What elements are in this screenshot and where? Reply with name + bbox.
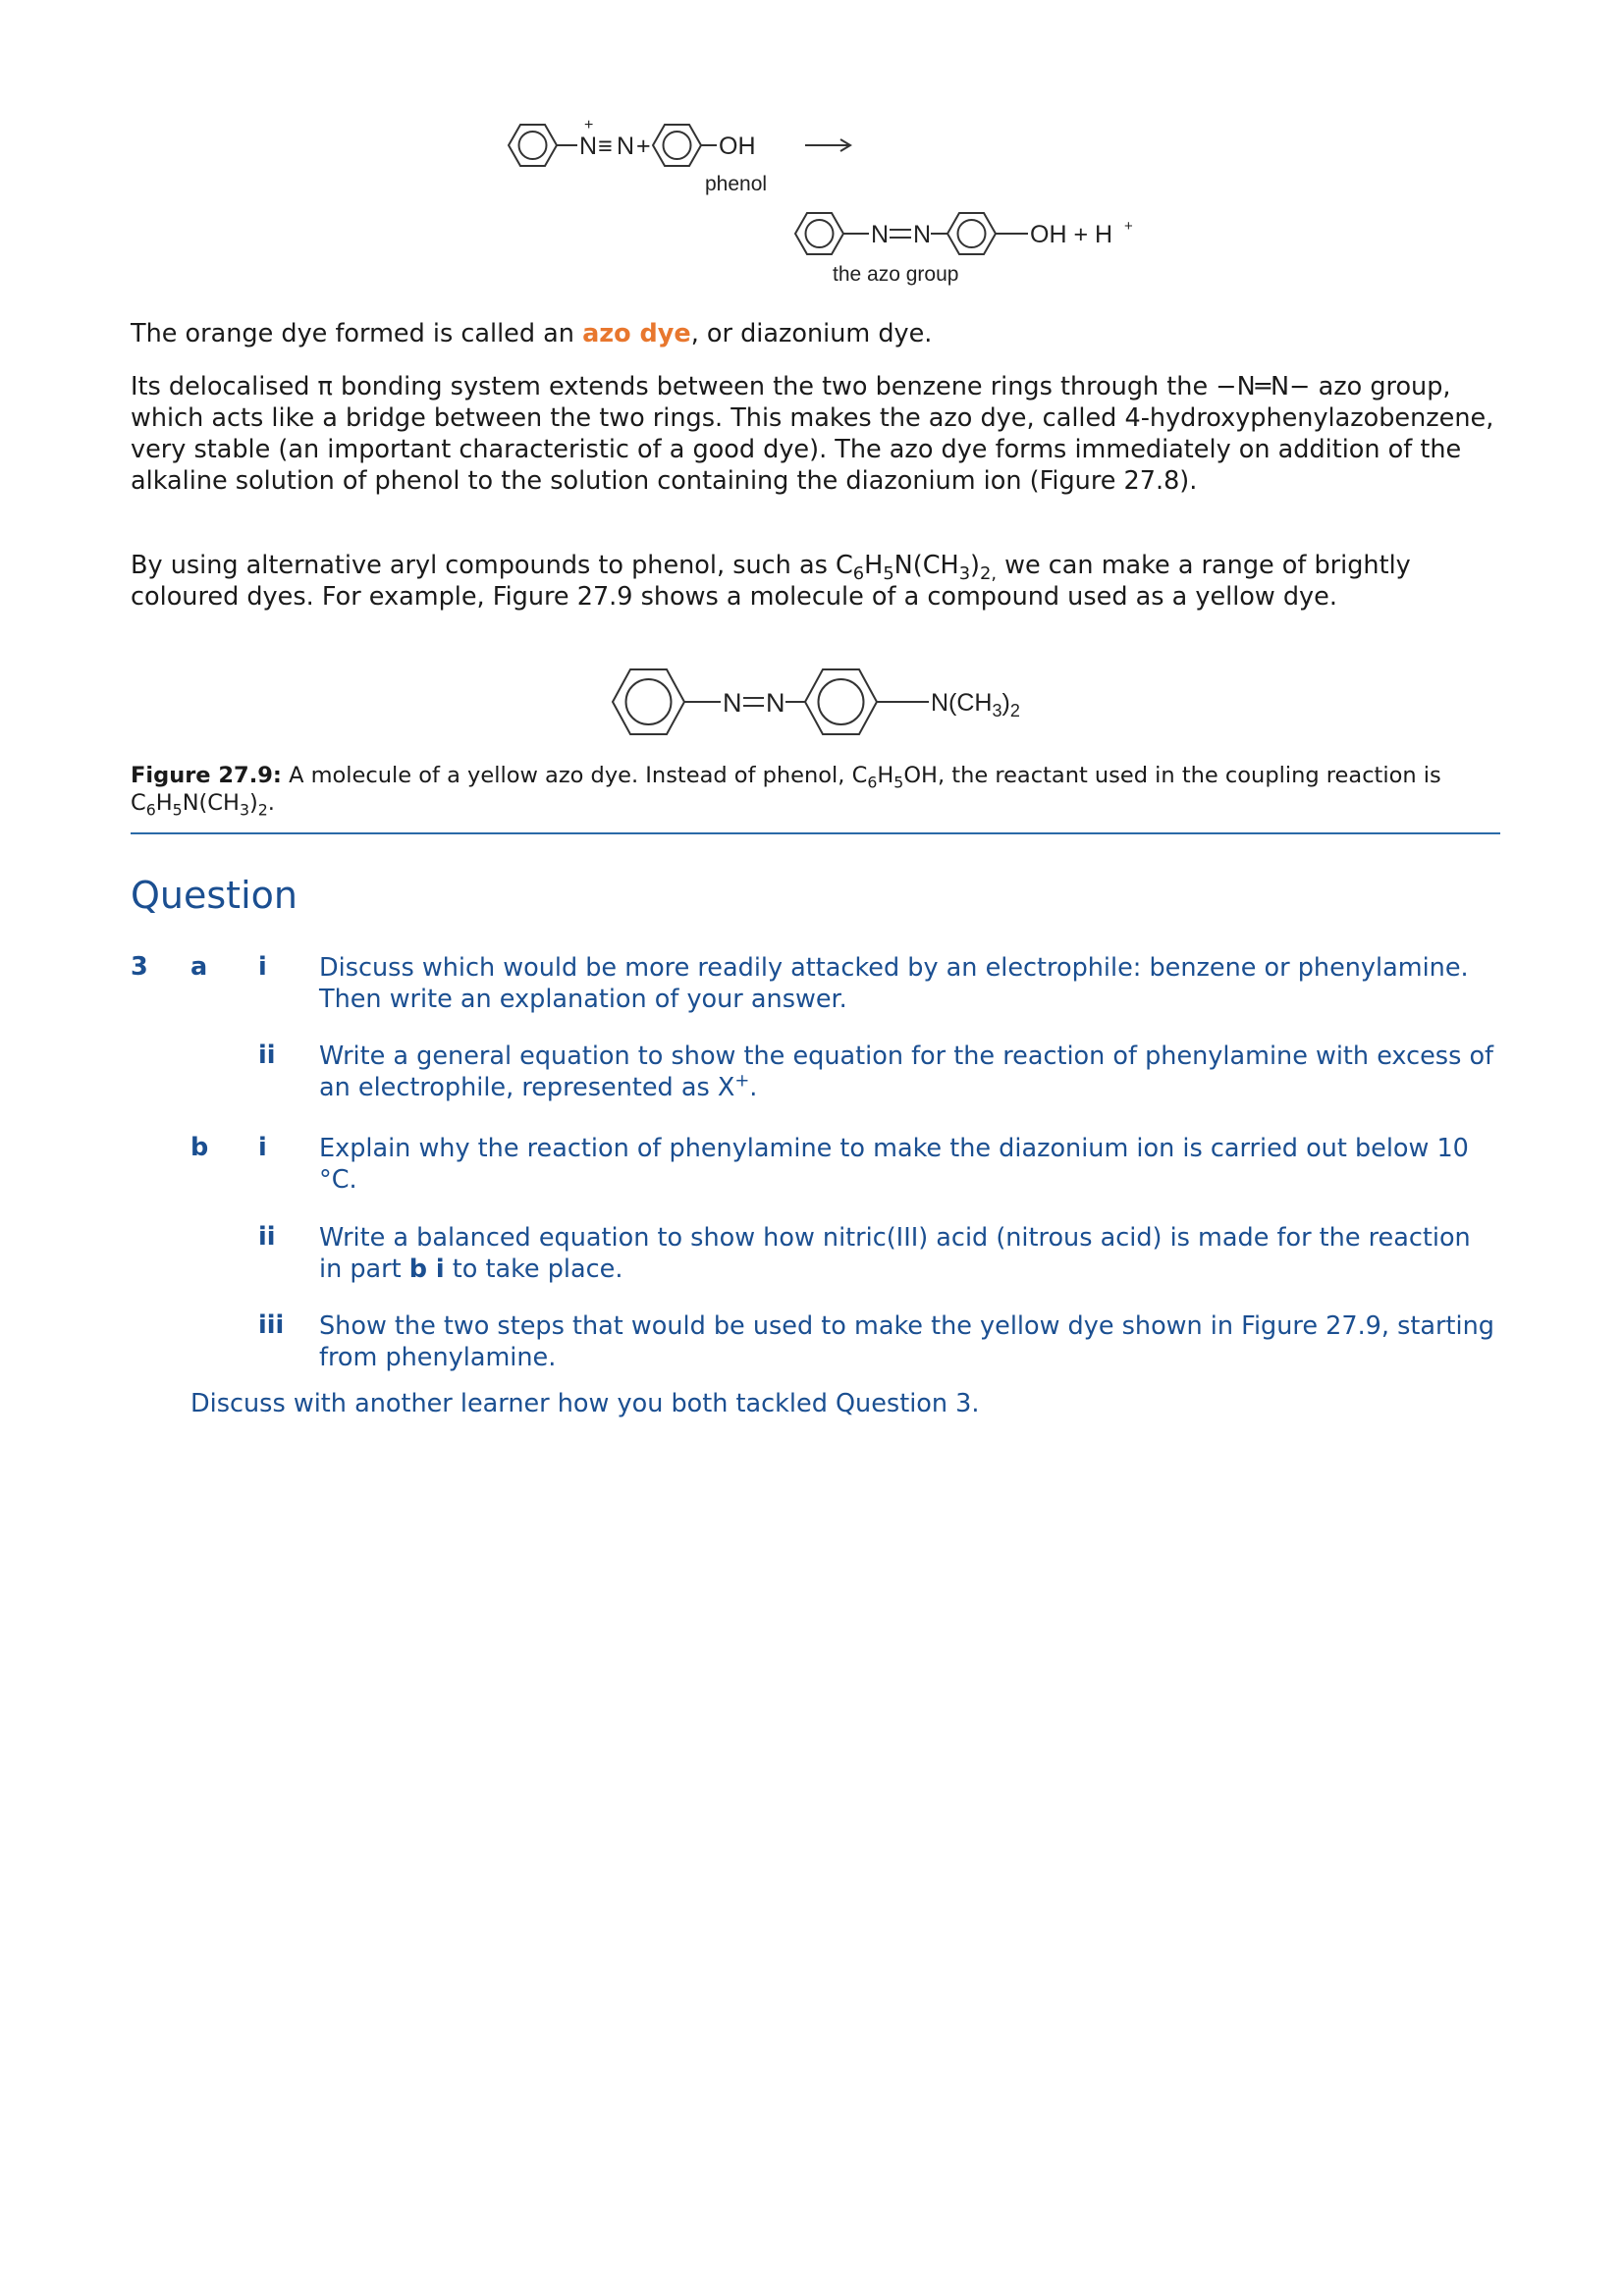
text: OH, the reactant used in the coupling reaction is C xyxy=(131,763,1441,816)
group-subscript: 3 xyxy=(992,701,1002,721)
benzene-ring-b xyxy=(805,669,877,734)
reaction-arrow xyxy=(805,139,850,151)
azo-symbol: −N═N− xyxy=(1216,372,1311,401)
subscript: 2 xyxy=(257,800,268,820)
subscript: 6 xyxy=(852,563,865,585)
caption-label: Figure 27.9: xyxy=(131,763,282,788)
key-term: azo dye xyxy=(582,319,691,348)
proton-charge: + xyxy=(1124,218,1133,235)
paragraph-delocalised xyxy=(131,371,1495,497)
azo-group-label: the azo group xyxy=(833,263,959,286)
part-b-iii-label: iii xyxy=(258,1310,285,1340)
product-n2: N xyxy=(913,221,932,248)
reactant-n1: N xyxy=(579,133,598,160)
part-a-ii-label: ii xyxy=(258,1041,276,1070)
paragraph-alternative-aryl xyxy=(131,550,1495,613)
text: A molecule of a yellow azo dye. Instead of phenol, C xyxy=(281,763,868,788)
charge-plus: + xyxy=(584,117,594,133)
azo-n2: N xyxy=(766,688,785,718)
text: Write a balanced equation to show how nitric(III) acid (nitrous acid) is made for the reaction in part xyxy=(319,1223,1471,1284)
text: to take place. xyxy=(444,1255,623,1284)
part-b-ii-label: ii xyxy=(258,1222,276,1252)
plus-sign: + xyxy=(636,133,651,160)
hydroxyl-group: OH xyxy=(719,133,756,160)
subscript: 6 xyxy=(867,773,878,792)
question-a-ii xyxy=(319,1041,1497,1103)
subscript: 3 xyxy=(239,800,249,820)
part-a-i-label: i xyxy=(258,952,267,982)
text: we can make a range of brightly coloured dyes. For example, Figure 27.9 shows a molecule of a compound used as a yellow dye. xyxy=(131,551,1411,612)
reaction-equation xyxy=(501,116,1149,293)
part-b-label: b xyxy=(190,1133,209,1162)
yellow-dye-molecule xyxy=(609,658,1041,746)
subscript: 6 xyxy=(145,800,156,820)
text: ) xyxy=(970,551,980,580)
benzene-ring-a xyxy=(613,669,684,734)
question-b-iii: Show the two steps that would be used to make the yellow dye shown in Figure 27.9, starting from phenylamine. xyxy=(319,1311,1494,1372)
section-divider xyxy=(131,832,1500,834)
text: N(CH xyxy=(893,551,959,580)
part-a-label: a xyxy=(190,952,208,982)
group-subscript: 2 xyxy=(1009,701,1020,721)
benzene-ring-3 xyxy=(795,213,843,254)
text: Write a general equation to show the equation for the reaction of phenylamine with excess of an electrophile, represented as X xyxy=(319,1041,1494,1102)
azo-n1: N xyxy=(723,688,742,718)
text: azo group, which acts like a bridge between the two rings. This makes the azo dye, called 4-hydroxyphenylazobenzene, very stable (an important characteristic of a good dye). The azo dye forms immediately on addition of the alkaline solution of phenol to the solution containing the diazonium ion (Figure 27.8). xyxy=(131,372,1494,496)
phenol-label: phenol xyxy=(705,173,768,195)
dimethylamino-group xyxy=(931,689,1020,721)
text: H xyxy=(864,551,884,580)
product-n1: N xyxy=(871,221,890,248)
subscript: 5 xyxy=(893,773,904,792)
subscript: 2, xyxy=(980,563,998,585)
part-b-i-label: i xyxy=(258,1133,267,1162)
triple-bond: ≡ xyxy=(598,133,613,160)
discussion-prompt: Discuss with another learner how you both tackled Question 3. xyxy=(190,1389,980,1418)
product-tail: OH + H xyxy=(1030,221,1113,248)
text: . xyxy=(749,1073,758,1102)
subscript: 3 xyxy=(958,563,971,585)
paragraph-azo-dye xyxy=(131,318,1495,349)
bold-reference: b i xyxy=(408,1255,445,1284)
question-a-i: Discuss which would be more readily attacked by an electrophile: benzene or phenylamine. Then write an explanation of your answer. xyxy=(319,953,1469,1014)
text: . xyxy=(267,790,275,816)
yellow-dye-svg xyxy=(609,658,1041,746)
benzene-ring-4 xyxy=(947,213,996,254)
question-b-i: Explain why the reaction of phenylamine to make the diazonium ion is carried out below 10 °C. xyxy=(319,1134,1469,1195)
text: ) xyxy=(248,790,258,816)
text: Its delocalised π bonding system extends between the two benzene rings through the xyxy=(131,372,1217,401)
subscript: 5 xyxy=(883,563,894,585)
text: N(CH xyxy=(182,790,240,816)
group-text: N(CH xyxy=(931,689,993,717)
question-heading: Question xyxy=(131,874,298,917)
reactant-n2: N xyxy=(617,133,635,160)
text: The orange dye formed is called an xyxy=(131,319,583,348)
text: By using alternative aryl compounds to phenol, such as C xyxy=(131,551,853,580)
question-b-ii xyxy=(319,1222,1497,1285)
superscript: + xyxy=(734,1070,750,1092)
text: , or diazonium dye. xyxy=(690,319,933,348)
double-bond xyxy=(890,230,911,238)
text: H xyxy=(155,790,173,816)
reaction-equation-svg xyxy=(501,116,1149,293)
group-close: ) xyxy=(1001,689,1010,717)
subscript: 5 xyxy=(172,800,183,820)
text: H xyxy=(877,763,894,788)
benzene-ring-1 xyxy=(509,125,557,166)
benzene-ring-2 xyxy=(653,125,701,166)
question-number: 3 xyxy=(131,952,148,982)
azo-double-bond xyxy=(743,698,764,706)
figure-caption xyxy=(131,762,1505,820)
